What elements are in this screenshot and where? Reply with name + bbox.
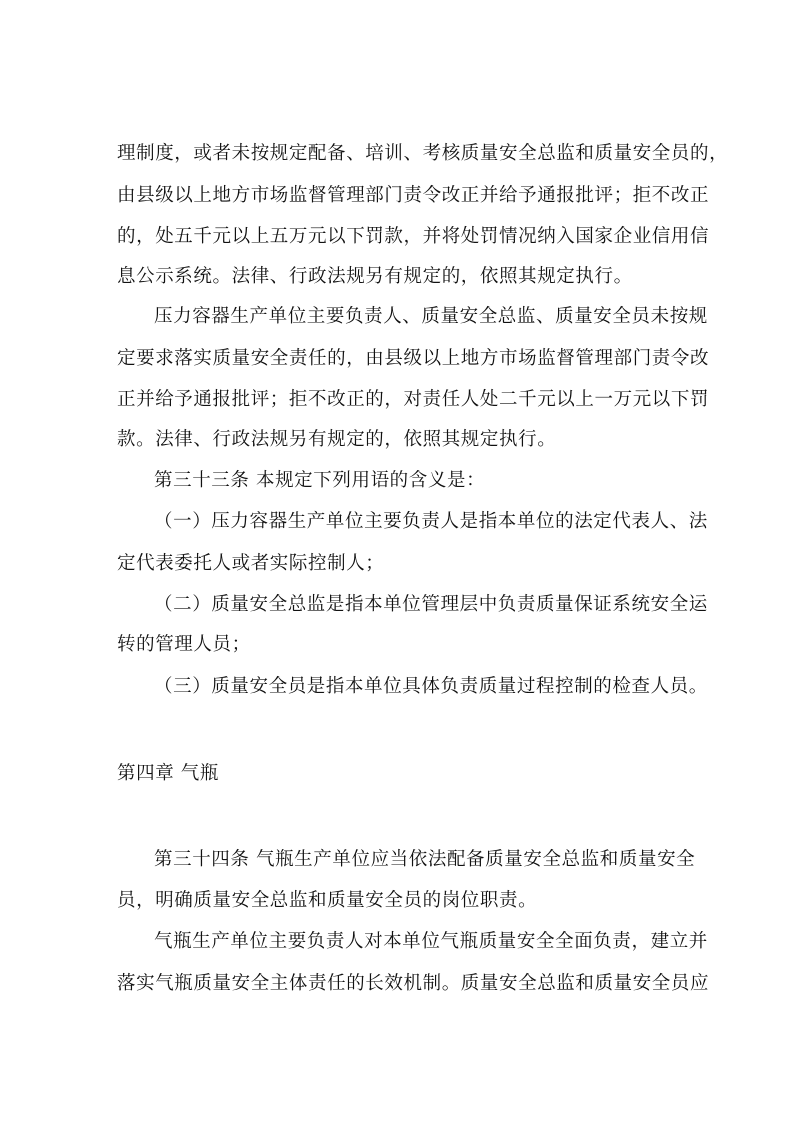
text-line: 员，明确质量安全总监和质量安全员的岗位职责。 [117, 890, 538, 911]
text-line: 息公示系统。法律、行政法规另有规定的，依照其规定执行。 [117, 266, 633, 287]
text-line: 定代表委托人或者实际控制人； [117, 553, 385, 574]
article-34-heading: 第三十四条 气瓶生产单位应当依法配备质量安全总监和质量安全 [154, 849, 696, 870]
paragraph-first-line: 压力容器生产单位主要负责人、质量安全总监、质量安全员未按规 [154, 306, 708, 327]
paragraph-first-line: 气瓶生产单位主要负责人对本单位气瓶质量安全全面负责，建立并 [154, 931, 708, 952]
chapter-4-title: 第四章 气瓶 [117, 763, 219, 784]
text-line: 理制度，或者未按规定配备、培训、考核质量安全总监和质量安全员的， [117, 143, 729, 164]
text-line: 落实气瓶质量安全主体责任的长效机制。质量安全总监和质量安全员应 [117, 973, 710, 994]
text-line: 正并给予通报批评；拒不改正的，对责任人处二千元以上一万元以下罚 [117, 389, 710, 410]
text-line: 定要求落实质量安全责任的，由县级以上地方市场监督管理部门责令改 [117, 348, 710, 369]
definition-item-2: （二）质量安全总监是指本单位管理层中负责质量保证系统安全运 [154, 594, 708, 615]
definition-item-3: （三）质量安全员是指本单位具体负责质量过程控制的检查人员。 [154, 676, 708, 697]
text-line: 款。法律、行政法规另有规定的，依照其规定执行。 [117, 429, 557, 450]
text-line: 转的管理人员； [117, 634, 251, 655]
text-line: 由县级以上地方市场监督管理部门责令改正并给予通报批评；拒不改正 [117, 185, 710, 206]
definition-item-1: （一）压力容器生产单位主要负责人是指本单位的法定代表人、法 [154, 511, 708, 532]
article-33-heading: 第三十三条 本规定下列用语的含义是： [154, 470, 486, 491]
text-line: 的，处五千元以上五万元以下罚款，并将处罚情况纳入国家企业信用信 [117, 226, 710, 247]
